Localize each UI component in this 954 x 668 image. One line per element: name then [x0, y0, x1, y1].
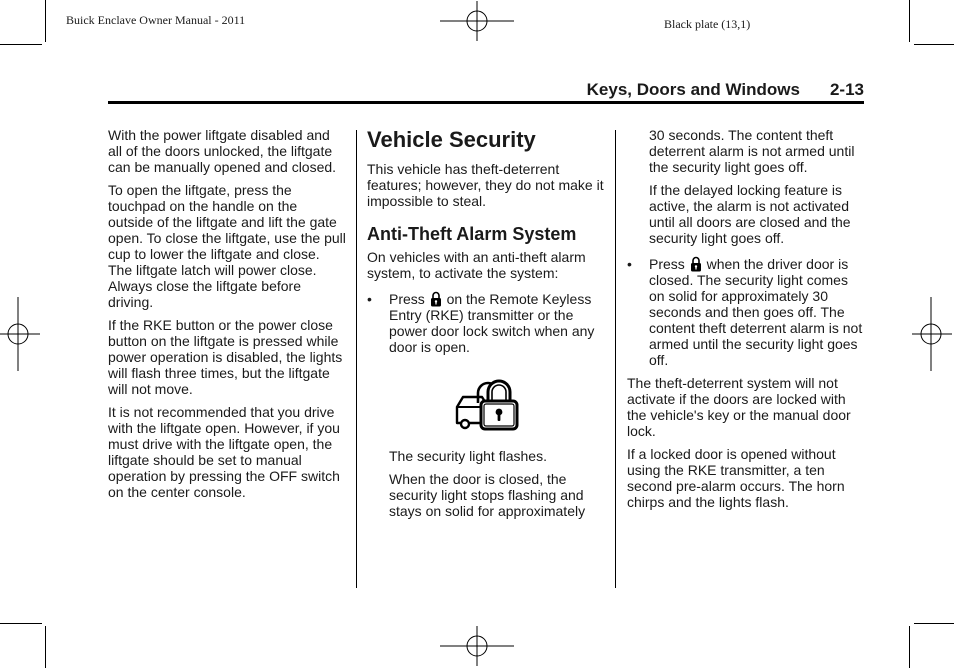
column-3 [627, 127, 867, 517]
crop-mark-tl-v [45, 0, 46, 42]
crop-mark-tr-v [909, 0, 910, 42]
crop-mark-br-h [914, 623, 954, 624]
column-divider-2 [615, 130, 616, 588]
bullet-text-post: when the driver door is closed. The security light comes on solid for approximately 30 seconds and then goes off. The content theft deterrent alarm is not armed until the security light goes off. [649, 256, 863, 368]
bullet-text-post: on the Remote Keyless Entry (RKE) transmitter or the power door lock switch when any door is open. [389, 291, 595, 355]
column-divider-1 [356, 130, 357, 588]
paragraph: The theft-deterrent system will not activate if the doors are locked with the vehicle's key or the manual door lock. [627, 375, 851, 439]
paragraph: If the RKE button or the power close button on the liftgate is pressed while power operation is disabled, the lights will flash three times, but the liftgate will not move. [108, 317, 343, 397]
registration-mark-bottom-icon [440, 626, 514, 666]
plate-label: Black plate (13,1) [664, 17, 751, 31]
registration-mark-left-icon [0, 297, 40, 371]
heading-vehicle-security: Vehicle Security [367, 127, 536, 152]
paragraph: With the power liftgate disabled and all of the doors unlocked, the liftgate can be manually opened and closed. [108, 127, 337, 175]
paragraph: This vehicle has theft-deterrent features; however, they do not make it impossible to steal. [367, 161, 604, 209]
crop-mark-bl-h [0, 623, 42, 624]
column-1 [108, 127, 346, 507]
bullet-marker: • [627, 256, 632, 272]
crop-mark-bl-v [45, 626, 46, 668]
page-number: 2-13 [829, 80, 864, 99]
bullet-marker: • [367, 291, 372, 307]
paragraph: To open the liftgate, press the touchpad on the handle on the outside of the liftgate and lift the gate open. To close the liftgate, use the pull cup to lower the liftgate and close. The liftgate latch will power close. Always close the liftgate before driving. [108, 182, 346, 310]
manual-title: Buick Enclave Owner Manual - 2011 [66, 13, 246, 27]
lock-icon [430, 291, 442, 307]
bullet-item [627, 256, 867, 368]
paragraph: If a locked door is opened without using the RKE transmitter, a ten second pre-alarm occurs. The horn chirps and the lights flash. [627, 446, 845, 510]
security-light-figure [367, 377, 607, 436]
section-title: Keys, Doors and Windows [586, 80, 800, 99]
paragraph: If the delayed locking feature is active, the alarm is not activated until all doors are closed and the security light goes off. [649, 182, 851, 246]
registration-mark-right-icon [912, 297, 952, 371]
paragraph: 30 seconds. The content theft deterrent alarm is not armed until the security light goes off. [649, 127, 855, 175]
paragraph: When the door is closed, the security light stops flashing and stays on solid for approximately [389, 471, 586, 519]
registration-mark-top-icon [440, 1, 514, 41]
heading-anti-theft: Anti-Theft Alarm System [367, 224, 577, 244]
bullet-text-pre: Press [389, 291, 425, 307]
paragraph: The security light flashes. [389, 448, 547, 464]
bullet-item [367, 291, 607, 355]
bullet-text-pre: Press [649, 256, 685, 272]
paragraph: It is not recommended that you drive with the liftgate open. However, if you must drive with the liftgate open, the liftgate should be set to manual operation by pressing the OFF switch on the center console. [108, 404, 340, 500]
header-rule [108, 101, 864, 104]
lock-icon [690, 256, 702, 272]
section-header [108, 78, 864, 102]
security-light-icon [454, 377, 520, 433]
crop-mark-br-v [909, 626, 910, 668]
crop-mark-tr-h [914, 44, 954, 45]
crop-mark-tl-h [0, 44, 42, 45]
paragraph: On vehicles with an anti-theft alarm system, to activate the system: [367, 249, 586, 281]
column-2 [367, 127, 607, 526]
